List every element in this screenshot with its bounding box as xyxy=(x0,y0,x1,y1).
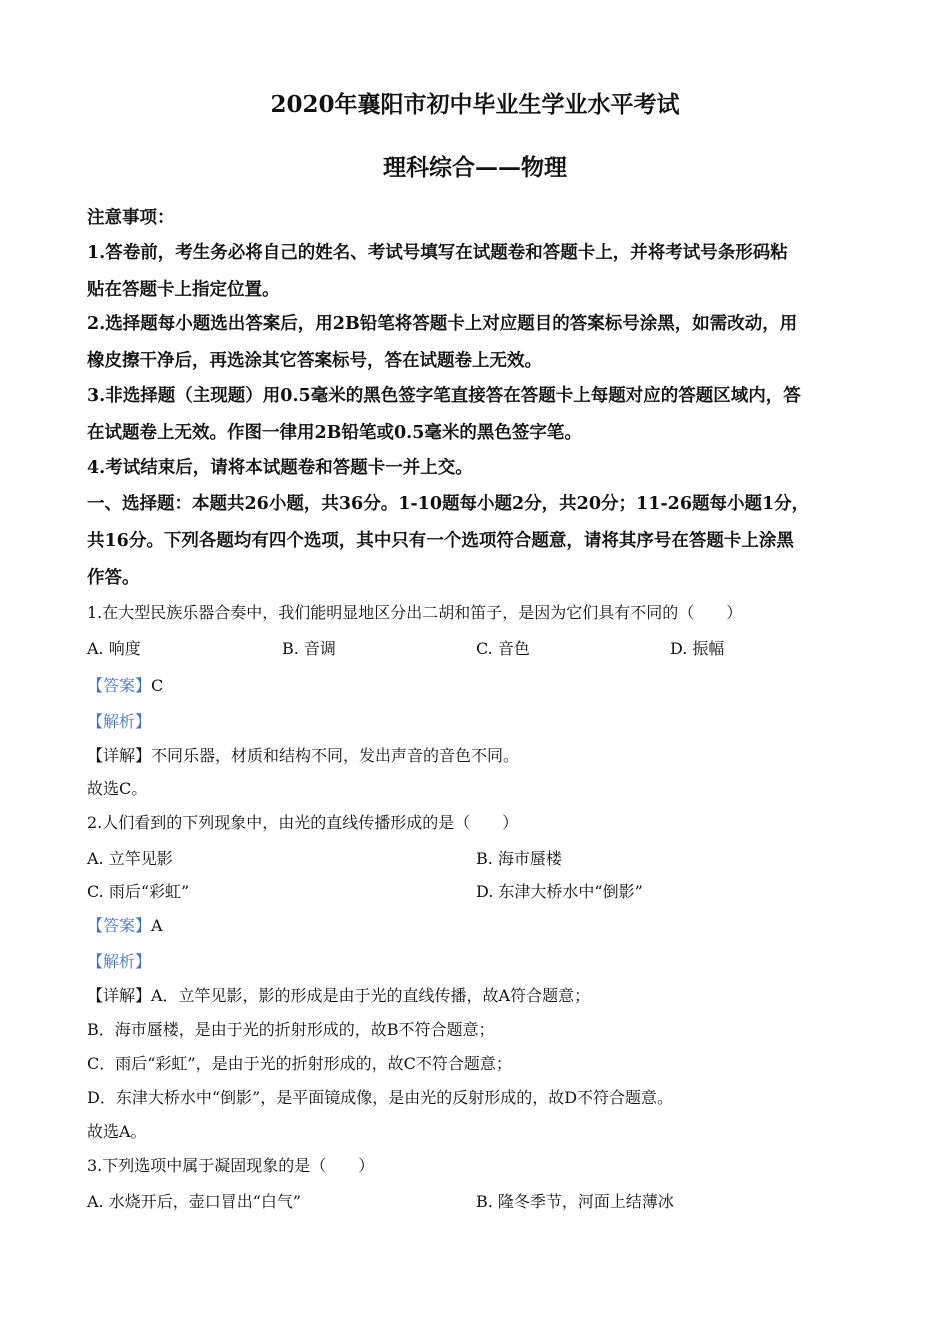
question-2-detail-line: 【详解】A．立竿见影，影的形成是由于光的直线传播，故A符合题意； xyxy=(87,986,591,1005)
question-3-stem: 3.下列选项中属于凝固现象的是（ ） xyxy=(87,1156,375,1175)
section-heading-line: 一、选择题：本题共26小题，共36分。1-10题每小题2分，共20分；11-26题每小题1分， xyxy=(87,494,810,514)
notes-line: 2.选择题每小题选出答案后，用2B铅笔将答题卡上对应题目的答案标号涂黑，如需改动，用 xyxy=(87,314,798,334)
section-heading-line: 作答。 xyxy=(87,568,140,588)
question-1-analysis-tag: 【解析】 xyxy=(87,712,152,731)
exam-subtitle: 理科综合——物理 xyxy=(383,154,567,181)
notes-line: 1.答卷前，考生务必将自己的姓名、考试号填写在试题卷和答题卡上，并将考试号条形码粘 xyxy=(87,243,788,263)
answer-tag: 【答案】 xyxy=(87,916,152,935)
question-2-detail-line: B．海市蜃楼，是由于光的折射形成的，故B不符合题意； xyxy=(87,1020,495,1039)
question-2-detail-line: D．东津大桥水中“倒影”，是平面镜成像，是由光的反射形成的，故D不符合题意。 xyxy=(87,1088,674,1107)
notes-line: 3.非选择题（主现题）用0.5毫米的黑色签字笔直接答在答题卡上每题对应的答题区域内，答 xyxy=(87,386,801,406)
notes-line: 橡皮擦干净后，再选涂其它答案标号，答在试题卷上无效。 xyxy=(87,351,542,371)
notes-heading: 注意事项： xyxy=(87,208,175,228)
notes-line: 在试题卷上无效。作图一律用2B铅笔或0.5毫米的黑色签字笔。 xyxy=(87,423,582,443)
question-2-option-b: B. 海市蜃楼 xyxy=(476,849,562,868)
question-1-option-c: C. 音色 xyxy=(476,639,530,658)
question-2-option-a: A. 立竿见影 xyxy=(87,849,173,868)
question-2-detail-line: C．雨后“彩虹”，是由于光的折射形成的，故C不符合题意； xyxy=(87,1054,512,1073)
question-3-option-a: A. 水烧开后，壶口冒出“白气” xyxy=(87,1192,302,1211)
notes-line: 4.考试结束后，请将本试题卷和答题卡一并上交。 xyxy=(87,458,473,478)
question-2-answer xyxy=(87,918,163,934)
question-1-option-a: A. 响度 xyxy=(87,639,141,658)
question-2-option-c: C. 雨后“彩虹” xyxy=(87,882,190,901)
answer-value: C xyxy=(151,676,164,695)
answer-tag: 【答案】 xyxy=(87,676,152,695)
question-1-detail: 【详解】不同乐器，材质和结构不同，发出声音的音色不同。 xyxy=(87,746,520,765)
question-1-option-b: B. 音调 xyxy=(282,639,336,658)
question-1-conclusion: 故选C。 xyxy=(87,779,148,798)
question-2-stem: 2.人们看到的下列现象中，由光的直线传播形成的是（ ） xyxy=(87,813,519,832)
question-1-option-d: D. 振幅 xyxy=(670,639,725,658)
question-2-conclusion: 故选A。 xyxy=(87,1122,147,1141)
section-heading-line: 共16分。下列各题均有四个选项，其中只有一个选项符合题意，请将其序号在答题卡上涂黑 xyxy=(87,531,794,551)
question-1-answer xyxy=(87,678,163,694)
question-2-analysis-tag: 【解析】 xyxy=(87,952,152,971)
question-1-stem: 1.在大型民族乐器合奏中，我们能明显地区分出二胡和笛子，是因为它们具有不同的（ ） xyxy=(87,603,743,622)
notes-line: 贴在答题卡上指定位置。 xyxy=(87,280,280,300)
exam-title: 2020年襄阳市初中毕业生学业水平考试 xyxy=(270,91,680,118)
question-3-option-b: B. 隆冬季节，河面上结薄冰 xyxy=(476,1192,674,1211)
question-2-option-d: D. 东津大桥水中“倒影” xyxy=(476,882,643,901)
answer-value: A xyxy=(151,916,163,935)
